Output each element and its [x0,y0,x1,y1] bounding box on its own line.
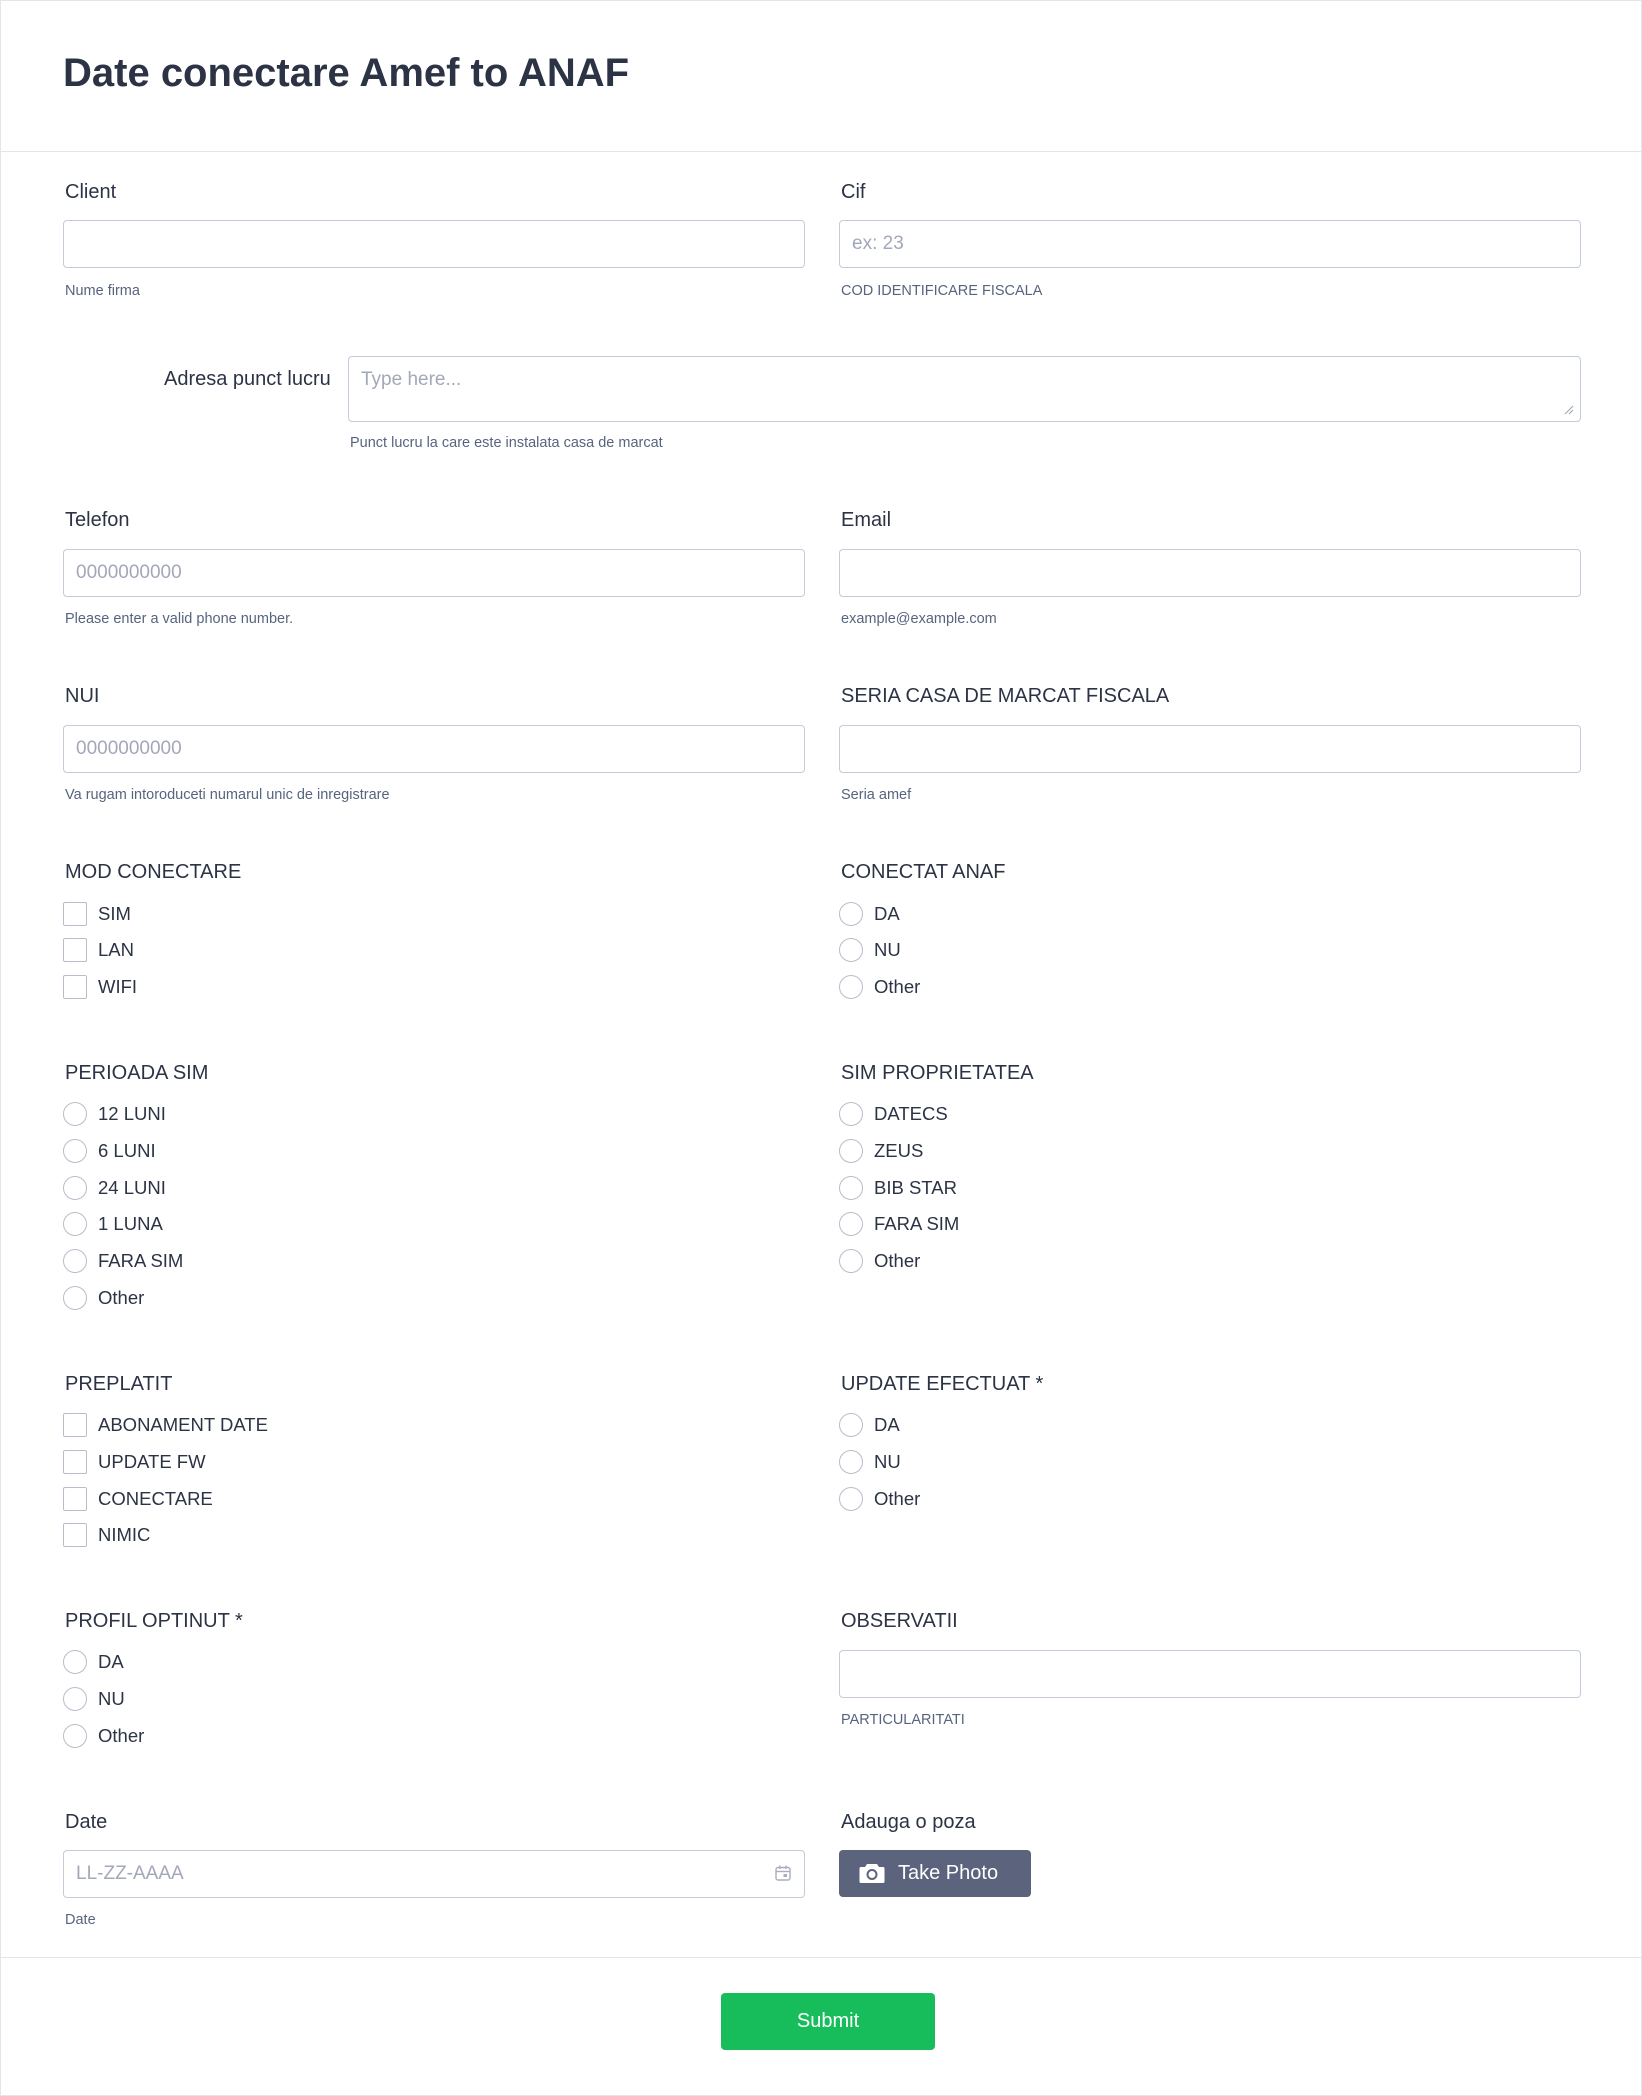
radio-button[interactable] [839,1102,863,1126]
option-label: SIM [98,903,131,924]
option-label: FARA SIM [98,1250,184,1271]
option-label: Other [874,1250,921,1271]
observatii-input[interactable] [839,1650,1581,1698]
option-label: 6 LUNI [98,1140,156,1161]
option-label: 1 LUNA [98,1213,163,1234]
observatii-label: OBSERVATII [841,1610,958,1632]
option-label: WIFI [98,976,138,997]
radio-button[interactable] [839,1487,863,1511]
radio-button[interactable] [63,1176,87,1200]
cif-label: Cif [841,181,866,203]
radio-button[interactable] [839,1139,863,1163]
email-label: Email [841,509,892,531]
checkbox[interactable] [63,1450,87,1474]
checkbox[interactable] [63,975,87,999]
nui-input[interactable] [63,725,805,773]
checkbox[interactable] [63,1487,87,1511]
option-label: DA [874,903,900,924]
update-efectuat-label: UPDATE EFECTUAT * [841,1373,1044,1395]
radio-button[interactable] [839,1176,863,1200]
checkbox[interactable] [63,1523,87,1547]
option-label: NU [874,939,901,960]
radio-button[interactable] [63,1650,87,1674]
date-input[interactable] [63,1850,805,1898]
preplatit-label: PREPLATIT [65,1373,173,1395]
seria-sublabel: Seria amef [841,787,912,803]
adresa-sublabel: Punct lucru la care este instalata casa de marcat [350,435,663,451]
date-label: Date [65,1811,108,1833]
radio-button[interactable] [839,1212,863,1236]
option-label: 24 LUNI [98,1177,166,1198]
photo-label: Adauga o poza [841,1811,976,1833]
radio-button[interactable] [839,902,863,926]
form-header [1,1,1642,152]
telefon-sublabel: Please enter a valid phone number. [65,611,294,627]
option-label: Other [98,1287,145,1308]
radio-button[interactable] [63,1286,87,1310]
radio-button[interactable] [63,1139,87,1163]
option-label: Other [874,976,921,997]
radio-button[interactable] [63,1724,87,1748]
checkbox[interactable] [63,938,87,962]
client-input[interactable] [63,220,805,268]
sim-proprietatea-label: SIM PROPRIETATEA [841,1062,1034,1084]
submit-label: Submit [796,2010,860,2032]
resize-grip-icon[interactable] [1564,405,1574,415]
radio-button[interactable] [839,1413,863,1437]
take-photo-label: Take Photo [898,1862,999,1884]
option-label: BIB STAR [874,1177,957,1198]
conectat-anaf-label: CONECTAT ANAF [841,861,1006,883]
option-label: Other [874,1488,921,1509]
radio-button[interactable] [63,1687,87,1711]
client-sublabel: Nume firma [65,283,140,299]
radio-button[interactable] [839,1249,863,1273]
radio-button[interactable] [839,938,863,962]
option-label: CONECTARE [98,1488,213,1509]
radio-button[interactable] [63,1212,87,1236]
seria-input[interactable] [839,725,1581,773]
option-label: FARA SIM [874,1213,960,1234]
take-photo-button[interactable] [839,1850,1031,1897]
radio-button[interactable] [63,1102,87,1126]
mod-conectare-label: MOD CONECTARE [65,861,242,883]
radio-button[interactable] [63,1249,87,1273]
adresa-textarea[interactable] [348,356,1581,422]
option-label: NIMIC [98,1524,151,1545]
option-label: ZEUS [874,1140,924,1161]
email-input[interactable] [839,549,1581,597]
footer-divider [1,1957,1642,1958]
checkbox[interactable] [63,902,87,926]
profil-optinut-label: PROFIL OPTINUT * [65,1610,243,1632]
option-label: LAN [98,939,134,960]
option-label: UPDATE FW [98,1451,206,1472]
option-label: DA [874,1414,900,1435]
option-label: ABONAMENT DATE [98,1414,268,1435]
perioada-sim-label: PERIOADA SIM [65,1062,209,1084]
option-label: Other [98,1725,145,1746]
calendar-icon[interactable] [774,1864,792,1882]
adresa-label: Adresa punct lucru [164,368,331,390]
observatii-sublabel: PARTICULARITATI [841,1712,965,1728]
cif-sublabel: COD IDENTIFICARE FISCALA [841,283,1043,299]
nui-sublabel: Va rugam intoroduceti numarul unic de inregistrare [65,787,390,803]
seria-label: SERIA CASA DE MARCAT FISCALA [841,685,1170,707]
option-label: NU [98,1688,125,1709]
client-label: Client [65,181,117,203]
email-sublabel: example@example.com [841,611,997,627]
submit-button[interactable] [721,1993,935,2050]
page-title: Date conectare Amef to ANAF [63,51,630,95]
checkbox[interactable] [63,1413,87,1437]
radio-button[interactable] [839,1450,863,1474]
option-label: DA [98,1651,124,1672]
date-sublabel: Date [65,1912,96,1928]
option-label: 12 LUNI [98,1103,166,1124]
nui-label: NUI [65,685,100,707]
camera-icon [859,1862,885,1884]
telefon-input[interactable] [63,549,805,597]
option-label: DATECS [874,1103,948,1124]
cif-input[interactable] [839,220,1581,268]
radio-button[interactable] [839,975,863,999]
telefon-label: Telefon [65,509,130,531]
option-label: NU [874,1451,901,1472]
